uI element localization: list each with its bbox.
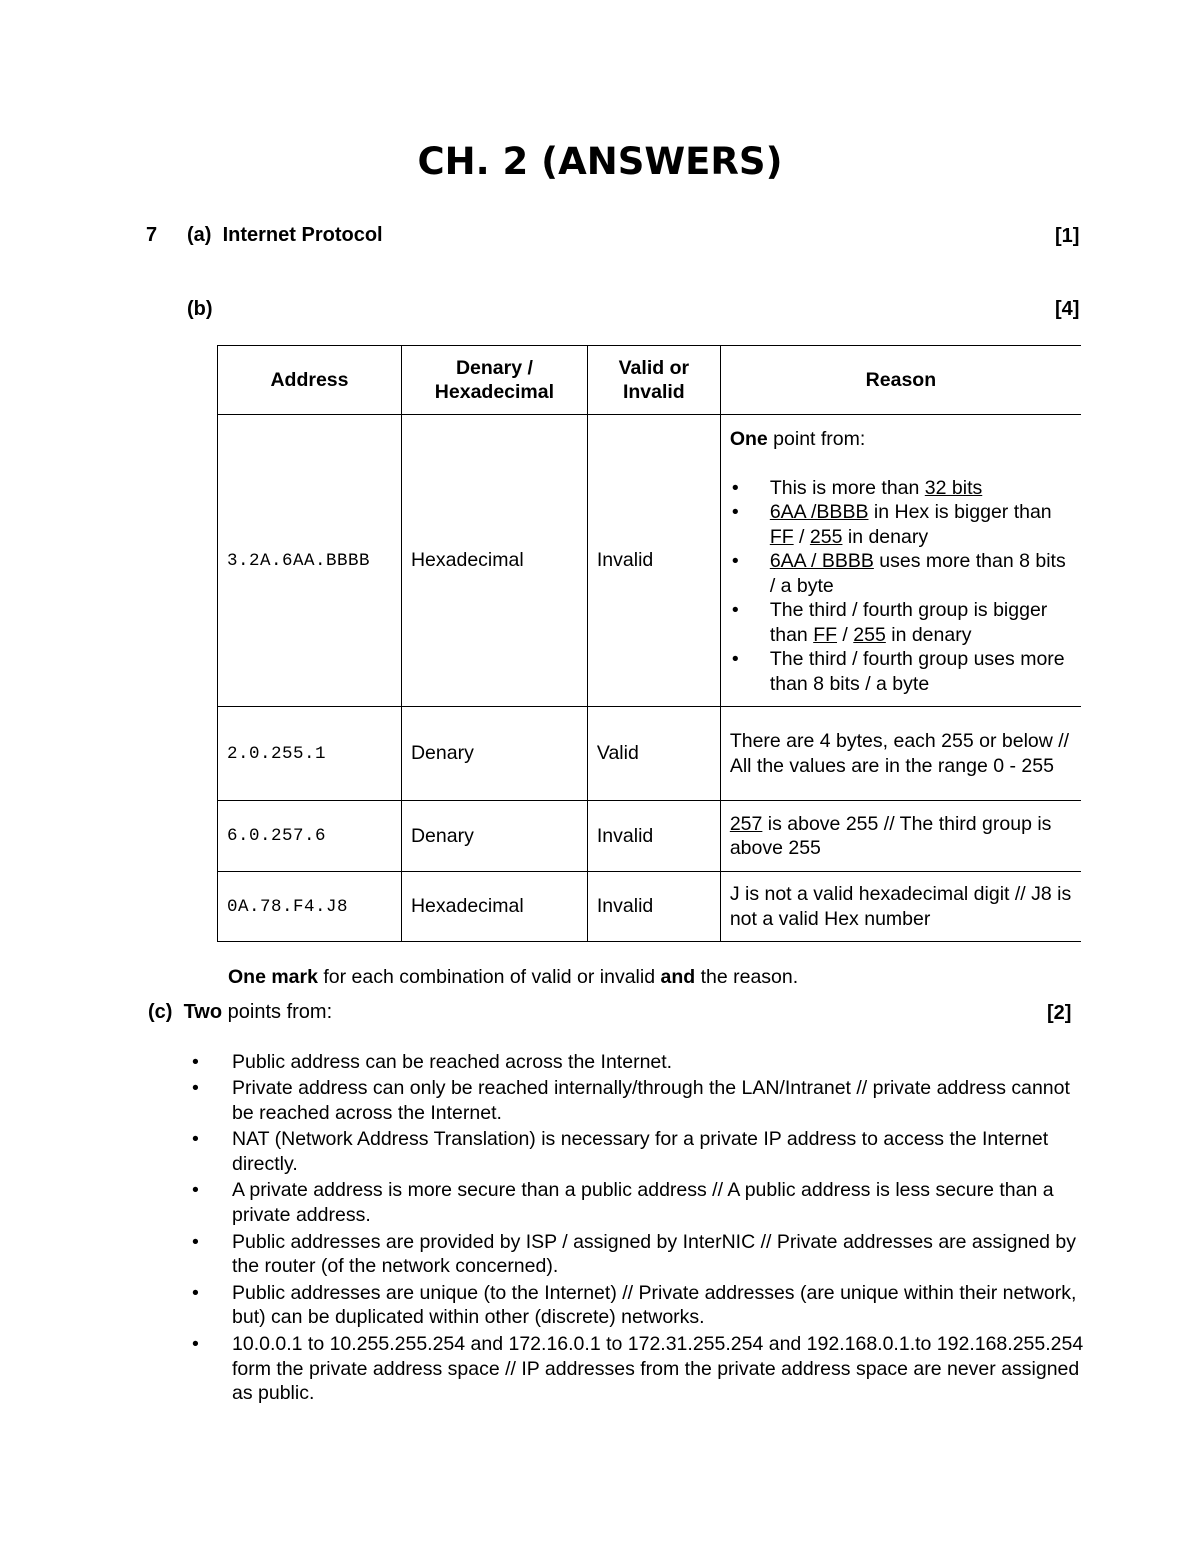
list-item: • Public address can be reached across the Internet. bbox=[190, 1050, 1085, 1075]
answer-table bbox=[217, 345, 1081, 942]
table-row bbox=[218, 872, 1082, 942]
table-row bbox=[218, 801, 1082, 872]
reason-cell: J is not a valid hexadecimal digit // J8 is not a valid Hex number bbox=[720, 872, 1081, 942]
header-valid: Valid or Invalid bbox=[587, 346, 720, 415]
type-cell: Hexadecimal bbox=[401, 415, 587, 707]
reason-intro: One point from: bbox=[729, 428, 866, 450]
table-row bbox=[218, 415, 1082, 707]
part-b-label: (b) bbox=[187, 298, 213, 320]
header-address: Address bbox=[218, 346, 402, 415]
list-item: • NAT (Network Address Translation) is necessary for a private IP address to access the Internet directly. bbox=[190, 1127, 1085, 1177]
valid-cell: Valid bbox=[587, 707, 720, 801]
address-cell: 6.0.257.6 bbox=[218, 801, 402, 872]
table-row bbox=[218, 707, 1082, 801]
part-a-answer: Internet Protocol bbox=[222, 224, 383, 246]
part-a-label: (a) bbox=[187, 224, 212, 246]
type-cell: Denary bbox=[401, 707, 587, 801]
list-item: • Public addresses are unique (to the Internet) // Private addresses (are unique within their network, but) can be duplicated within other (discrete) networks. bbox=[190, 1281, 1085, 1331]
reason-cell: There are 4 bytes, each 255 or below // All the values are in the range 0 - 255 bbox=[720, 707, 1081, 801]
reason-point: • The third / fourth group uses more than 8 bits / a byte bbox=[730, 647, 1072, 696]
address-cell: 2.0.255.1 bbox=[218, 707, 402, 801]
type-cell: Denary bbox=[401, 801, 587, 872]
list-item: • A private address is more secure than a public address // A public address is less secure than a private address. bbox=[190, 1178, 1085, 1228]
list-item: • Public addresses are provided by ISP / assigned by InterNIC // Private addresses are assigned by the router (of the network concerned). bbox=[190, 1230, 1085, 1280]
marking-note: One mark for each combination of valid or invalid and the reason. bbox=[228, 966, 799, 988]
part-c-marks: [2] bbox=[1047, 1002, 1072, 1024]
list-item: • Private address can only be reached internally/through the LAN/Intranet // private address cannot be reached across the Internet. bbox=[190, 1076, 1085, 1126]
part-c-heading: (c) Two points from: bbox=[148, 1001, 333, 1023]
address-cell: 0A.78.F4.J8 bbox=[218, 872, 402, 942]
list-item: • 10.0.0.1 to 10.255.255.254 and 172.16.0.1 to 172.31.255.254 and 192.168.0.1.to 192.168.255.254 form the private address space // IP addresses from the private address space are never assigned as public. bbox=[190, 1332, 1085, 1406]
part-b-marks: [4] bbox=[1055, 298, 1080, 320]
table-header-row bbox=[218, 346, 1082, 415]
part-c-points bbox=[190, 1050, 1085, 1408]
header-reason: Reason bbox=[720, 346, 1081, 415]
type-cell: Hexadecimal bbox=[401, 872, 587, 942]
valid-cell: Invalid bbox=[587, 872, 720, 942]
reason-cell: 257 is above 255 // The third group is above 255 bbox=[720, 801, 1081, 872]
valid-cell: Invalid bbox=[587, 801, 720, 872]
reason-point: • 6AA /BBBB in Hex is bigger than FF / 255 in denary bbox=[730, 500, 1072, 549]
question-number: 7 bbox=[146, 224, 158, 246]
reason-point: • The third / fourth group is bigger than FF / 255 in denary bbox=[730, 598, 1072, 647]
reason-point: • 6AA / BBBB uses more than 8 bits / a byte bbox=[730, 549, 1072, 598]
page-title: CH. 2 (ANSWERS) bbox=[417, 140, 783, 183]
reason-point: • This is more than 32 bits bbox=[730, 476, 1072, 501]
reason-points bbox=[730, 476, 1072, 697]
part-a bbox=[187, 224, 383, 247]
part-c-label: (c) bbox=[148, 1001, 173, 1023]
header-type: Denary / Hexadecimal bbox=[401, 346, 587, 415]
reason-cell bbox=[720, 415, 1081, 707]
valid-cell: Invalid bbox=[587, 415, 720, 707]
address-cell: 3.2A.6AA.BBBB bbox=[218, 415, 402, 707]
part-a-marks: [1] bbox=[1055, 225, 1080, 247]
